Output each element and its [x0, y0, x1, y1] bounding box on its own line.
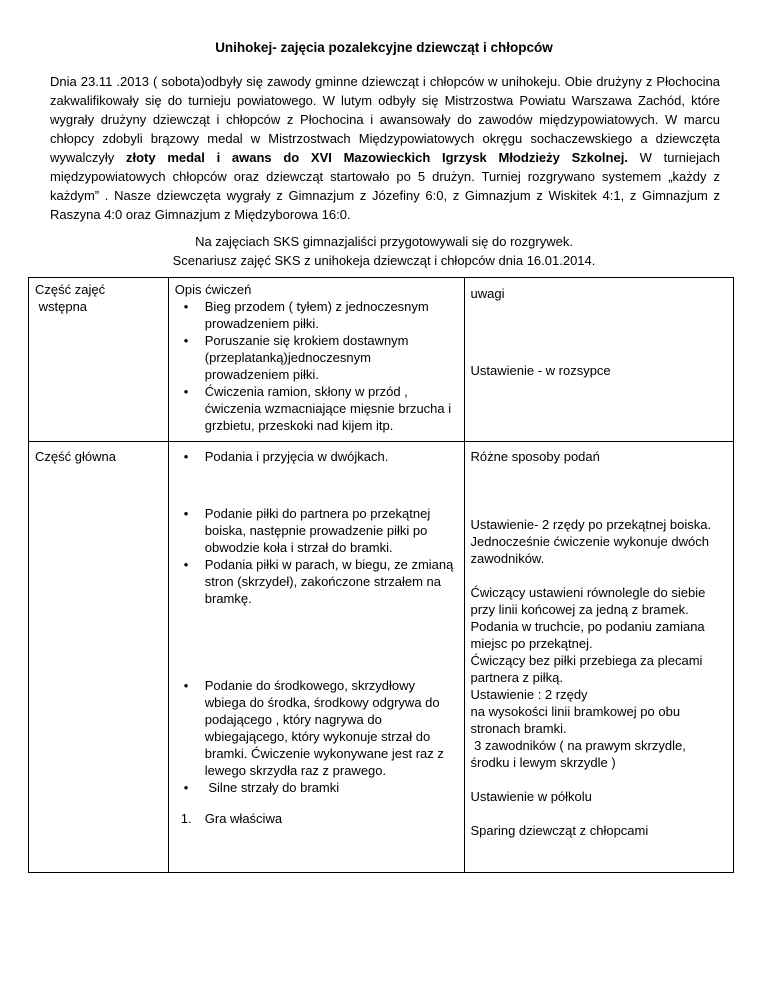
list-item: • Podania piłki w parach, w biegu, ze zmianą stron (skrzydeł), zakończone strzałem na bramkę.: [175, 556, 458, 607]
list-item: • Silne strzały do bramki: [175, 779, 458, 796]
list-item: • Bieg przodem ( tyłem) z jednoczesnym prowadzeniem piłki.: [175, 298, 458, 332]
intro-text-bold: złoty medal i awans do XVI Mazowieckich Igrzysk Młodzieży Szkolnej.: [126, 150, 628, 165]
note-two-rows: Ustawienie : 2 rzędy: [470, 687, 588, 702]
exercise-description-cell-main: [168, 442, 464, 873]
note-diagonal-rows: Ustawienie- 2 rzędy po przekątnej boiska. Jednocześnie ćwiczenie wykonuje dwóch zawodników.: [470, 517, 712, 566]
main-exercise-list-b: [175, 505, 458, 607]
notes-cell-warmup: [464, 278, 734, 442]
intro-text-part2: W turniejach międzypowiatowych chłopców oraz dziewcząt startowało po 5 drużyn. Turniej rozgrywano systemem „każdy z każdym” . Nasze dziewczęta wygrały z Gimnazjum z Józefiny 6:0, z Gimnazjum z Wiskitek 4:1, z Gimnazjum z Raszyna 4:0 oraz Gimnazjum z Międzyborowa 16:0.: [50, 150, 720, 222]
table-row-warmup: [29, 278, 734, 442]
note-goal-line: na wysokości linii bramkowej po obu stronach bramki.: [470, 704, 681, 736]
note-sparring: Sparing dziewcząt z chłopcami: [470, 823, 649, 838]
main-exercise-list-c: [175, 677, 458, 796]
exercise-description-header: Opis ćwiczeń: [174, 282, 252, 297]
note-runner-behind: Ćwiczący bez piłki przebiega za plecami partnera z piłką.: [470, 653, 703, 685]
part-label-line1: Część zajęć: [35, 282, 106, 297]
list-item: • Podanie piłki do partnera po przekątnej boiska, następnie prowadzenie piłki po obwodzie koła i strzał do bramki.: [175, 505, 458, 556]
notes-header: uwagi: [470, 286, 505, 301]
list-item: [175, 810, 458, 827]
list-item: • Poruszanie się krokiem dostawnym (przeplatanką)jednoczesnym prowadzeniem piłki.: [175, 332, 458, 383]
note-three-players: 3 zawodników ( na prawym skrzydle, środku i lewym skrzydle ): [470, 738, 690, 770]
part-cell-warmup: [29, 278, 169, 442]
part-label-line2: wstępna: [35, 299, 88, 314]
notes-cell-main: [464, 442, 734, 873]
warmup-exercise-list: [175, 298, 458, 434]
note-semicircle: Ustawienie w półkolu: [470, 789, 592, 804]
numbered-list: [175, 810, 458, 827]
list-item: • Podanie do środkowego, skrzydłowy wbiega do środka, środkowy odgrywa do podającego , który nagrywa do wbiegającego, który wykonuje strzał do bramki. Ćwiczenie wykonywane jest raz z lewego skrzydła raz z prawego.: [175, 677, 458, 779]
list-item: • Podania i przyjęcia w dwójkach.: [175, 448, 458, 465]
lesson-plan-table: [28, 277, 734, 873]
document-title: Unihokej- zajęcia pozalekcyjne dziewcząt i chłopców: [215, 40, 553, 55]
main-exercise-list-a: [175, 448, 458, 465]
table-row-main: [29, 442, 734, 873]
intro-paragraph: [50, 72, 720, 224]
list-item-text: Gra właściwa: [204, 811, 283, 826]
part-cell-main: [29, 442, 169, 873]
note-passing-methods: Różne sposoby podań: [470, 449, 600, 464]
list-number: 1.: [180, 811, 192, 826]
exercise-description-cell-warmup: [168, 278, 464, 442]
list-item: • Ćwiczenia ramion, skłony w przód , ćwiczenia wzmacniające mięsnie brzucha i grzbietu, przeskoki nad kijem itp.: [175, 383, 458, 434]
note-jog-passing: Podania w truchcie, po podaniu zamiana miejsc po przekątnej.: [470, 619, 705, 651]
scenario-heading: Scenariusz zajęć SKS z unihokeja dziewcząt i chłopców dnia 16.01.2014.: [172, 253, 596, 268]
intro-text-part1: Dnia 23.11 .2013 ( sobota)odbyły się zawody gminne dziewcząt i chłopców w unihokeju. Obie drużyny z Płochocina zakwalifikowały się do turnieju powiatowego. W lutym odbyły się Mistrzostwa Powiatu Warszawa Zachód, które wygrały drużyny dziewcząt i chłopców z Płochocina i awansowały do zawodów międzypowiatowych. W marcu chłopcy zdobyli brązowy medal w Mistrzostwach Międzypowiatowych okręgu sochaczewskiego a dziewczęta wywalczyły: [50, 74, 720, 165]
part-label-main: Część główna: [35, 449, 116, 464]
warmup-note: Ustawienie - w rozsypce: [470, 363, 611, 378]
sks-preparation-line: Na zajęciach SKS gimnazjaliści przygotowywali się do rozgrywek.: [195, 234, 573, 249]
note-parallel-setup: Ćwiczący ustawieni równolegle do siebie przy linii końcowej za jedną z bramek.: [470, 585, 706, 617]
